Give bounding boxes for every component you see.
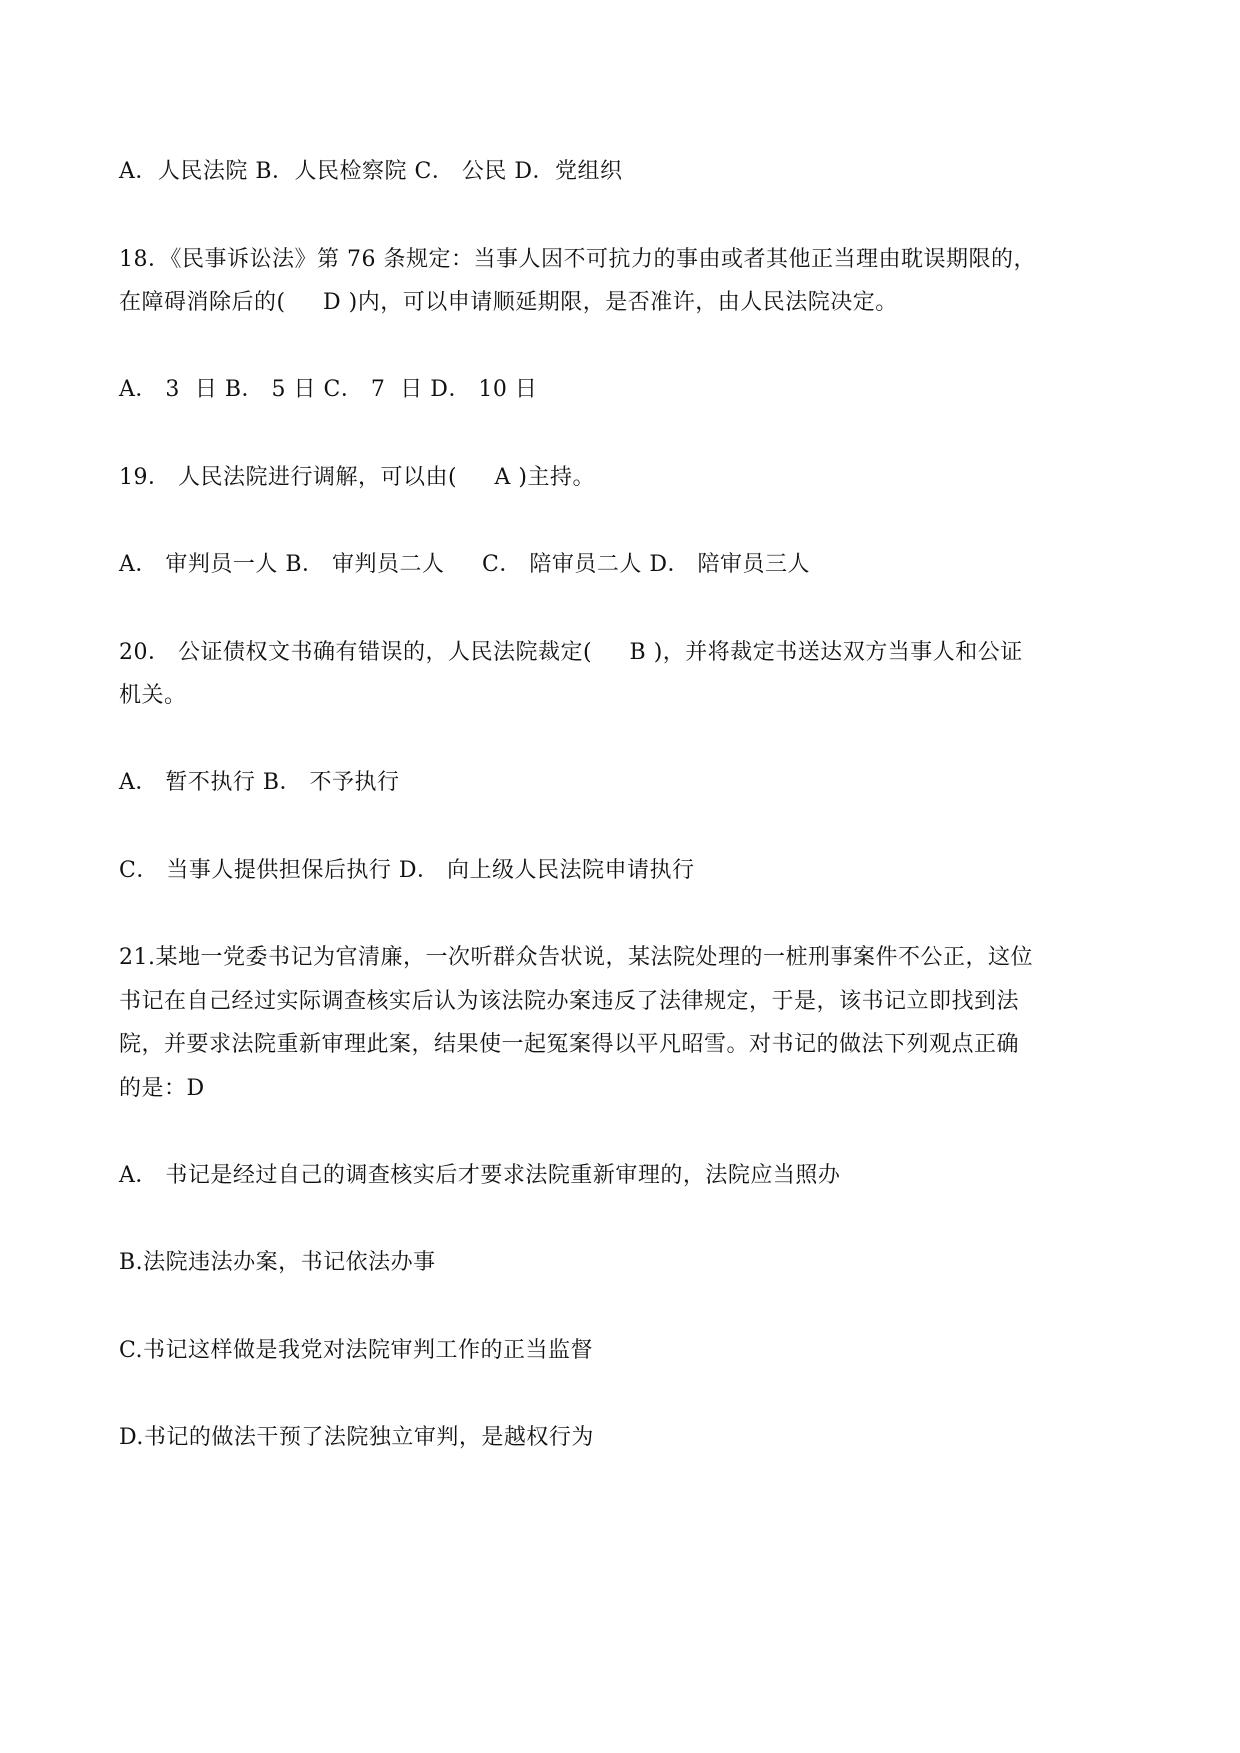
question-17-options: A．人民法院 B．人民检察院 C． 公民 D．党组织 xyxy=(119,159,623,184)
question-21-text-line-3: 院，并要求法院重新审理此案，结果使一起冤案得以平凡昭雪。对书记的做法下列观点正确 xyxy=(119,1032,1020,1057)
question-18-text-line-2: 在障碍消除后的( D )内，可以申请顺延期限，是否准许，由人民法院决定。 xyxy=(119,290,898,315)
question-18-text-line-1: 18．《民事诉讼法》第 76 条规定：当事人因不可抗力的事由或者其他正当理由耽误期限的， xyxy=(119,247,1036,272)
question-18-options: A． 3 日 B． 5 日 C． 7 日 D． 10 日 xyxy=(119,377,538,402)
question-20-options-line-1: A． 暂不执行 B． 不予执行 xyxy=(119,770,400,795)
question-21-text-line-4: 的是：D xyxy=(119,1076,205,1101)
question-20-text-line-2: 机关。 xyxy=(119,683,187,708)
question-20-options-line-2: C． 当事人提供担保后执行 D． 向上级人民法院申请执行 xyxy=(119,858,695,883)
question-21-option-d: D.书记的做法干预了法院独立审判，是越权行为 xyxy=(119,1425,594,1450)
question-21-option-c: C.书记这样做是我党对法院审判工作的正当监督 xyxy=(119,1338,594,1363)
question-20-text-line-1: 20． 公证债权文书确有错误的，人民法院裁定( B )，并将裁定书送达双方当事人和公证 xyxy=(119,640,1023,665)
question-19-options: A． 审判员一人 B． 审判员二人 C． 陪审员二人 D． 陪审员三人 xyxy=(119,552,810,577)
question-21-option-b: B.法院违法办案，书记依法办事 xyxy=(119,1250,436,1275)
question-21-option-a: A． 书记是经过自己的调查核实后才要求法院重新审理的，法院应当照办 xyxy=(119,1163,841,1188)
question-21-text-line-2: 书记在自己经过实际调查核实后认为该法院办案违反了法律规定，于是，该书记立即找到法 xyxy=(119,989,1020,1014)
question-19-text: 19． 人民法院进行调解，可以由( A )主持。 xyxy=(119,465,596,490)
question-21-text-line-1: 21.某地一党委书记为官清廉，一次听群众告状说，某法院处理的一桩刑事案件不公正，这位 xyxy=(119,945,1033,970)
